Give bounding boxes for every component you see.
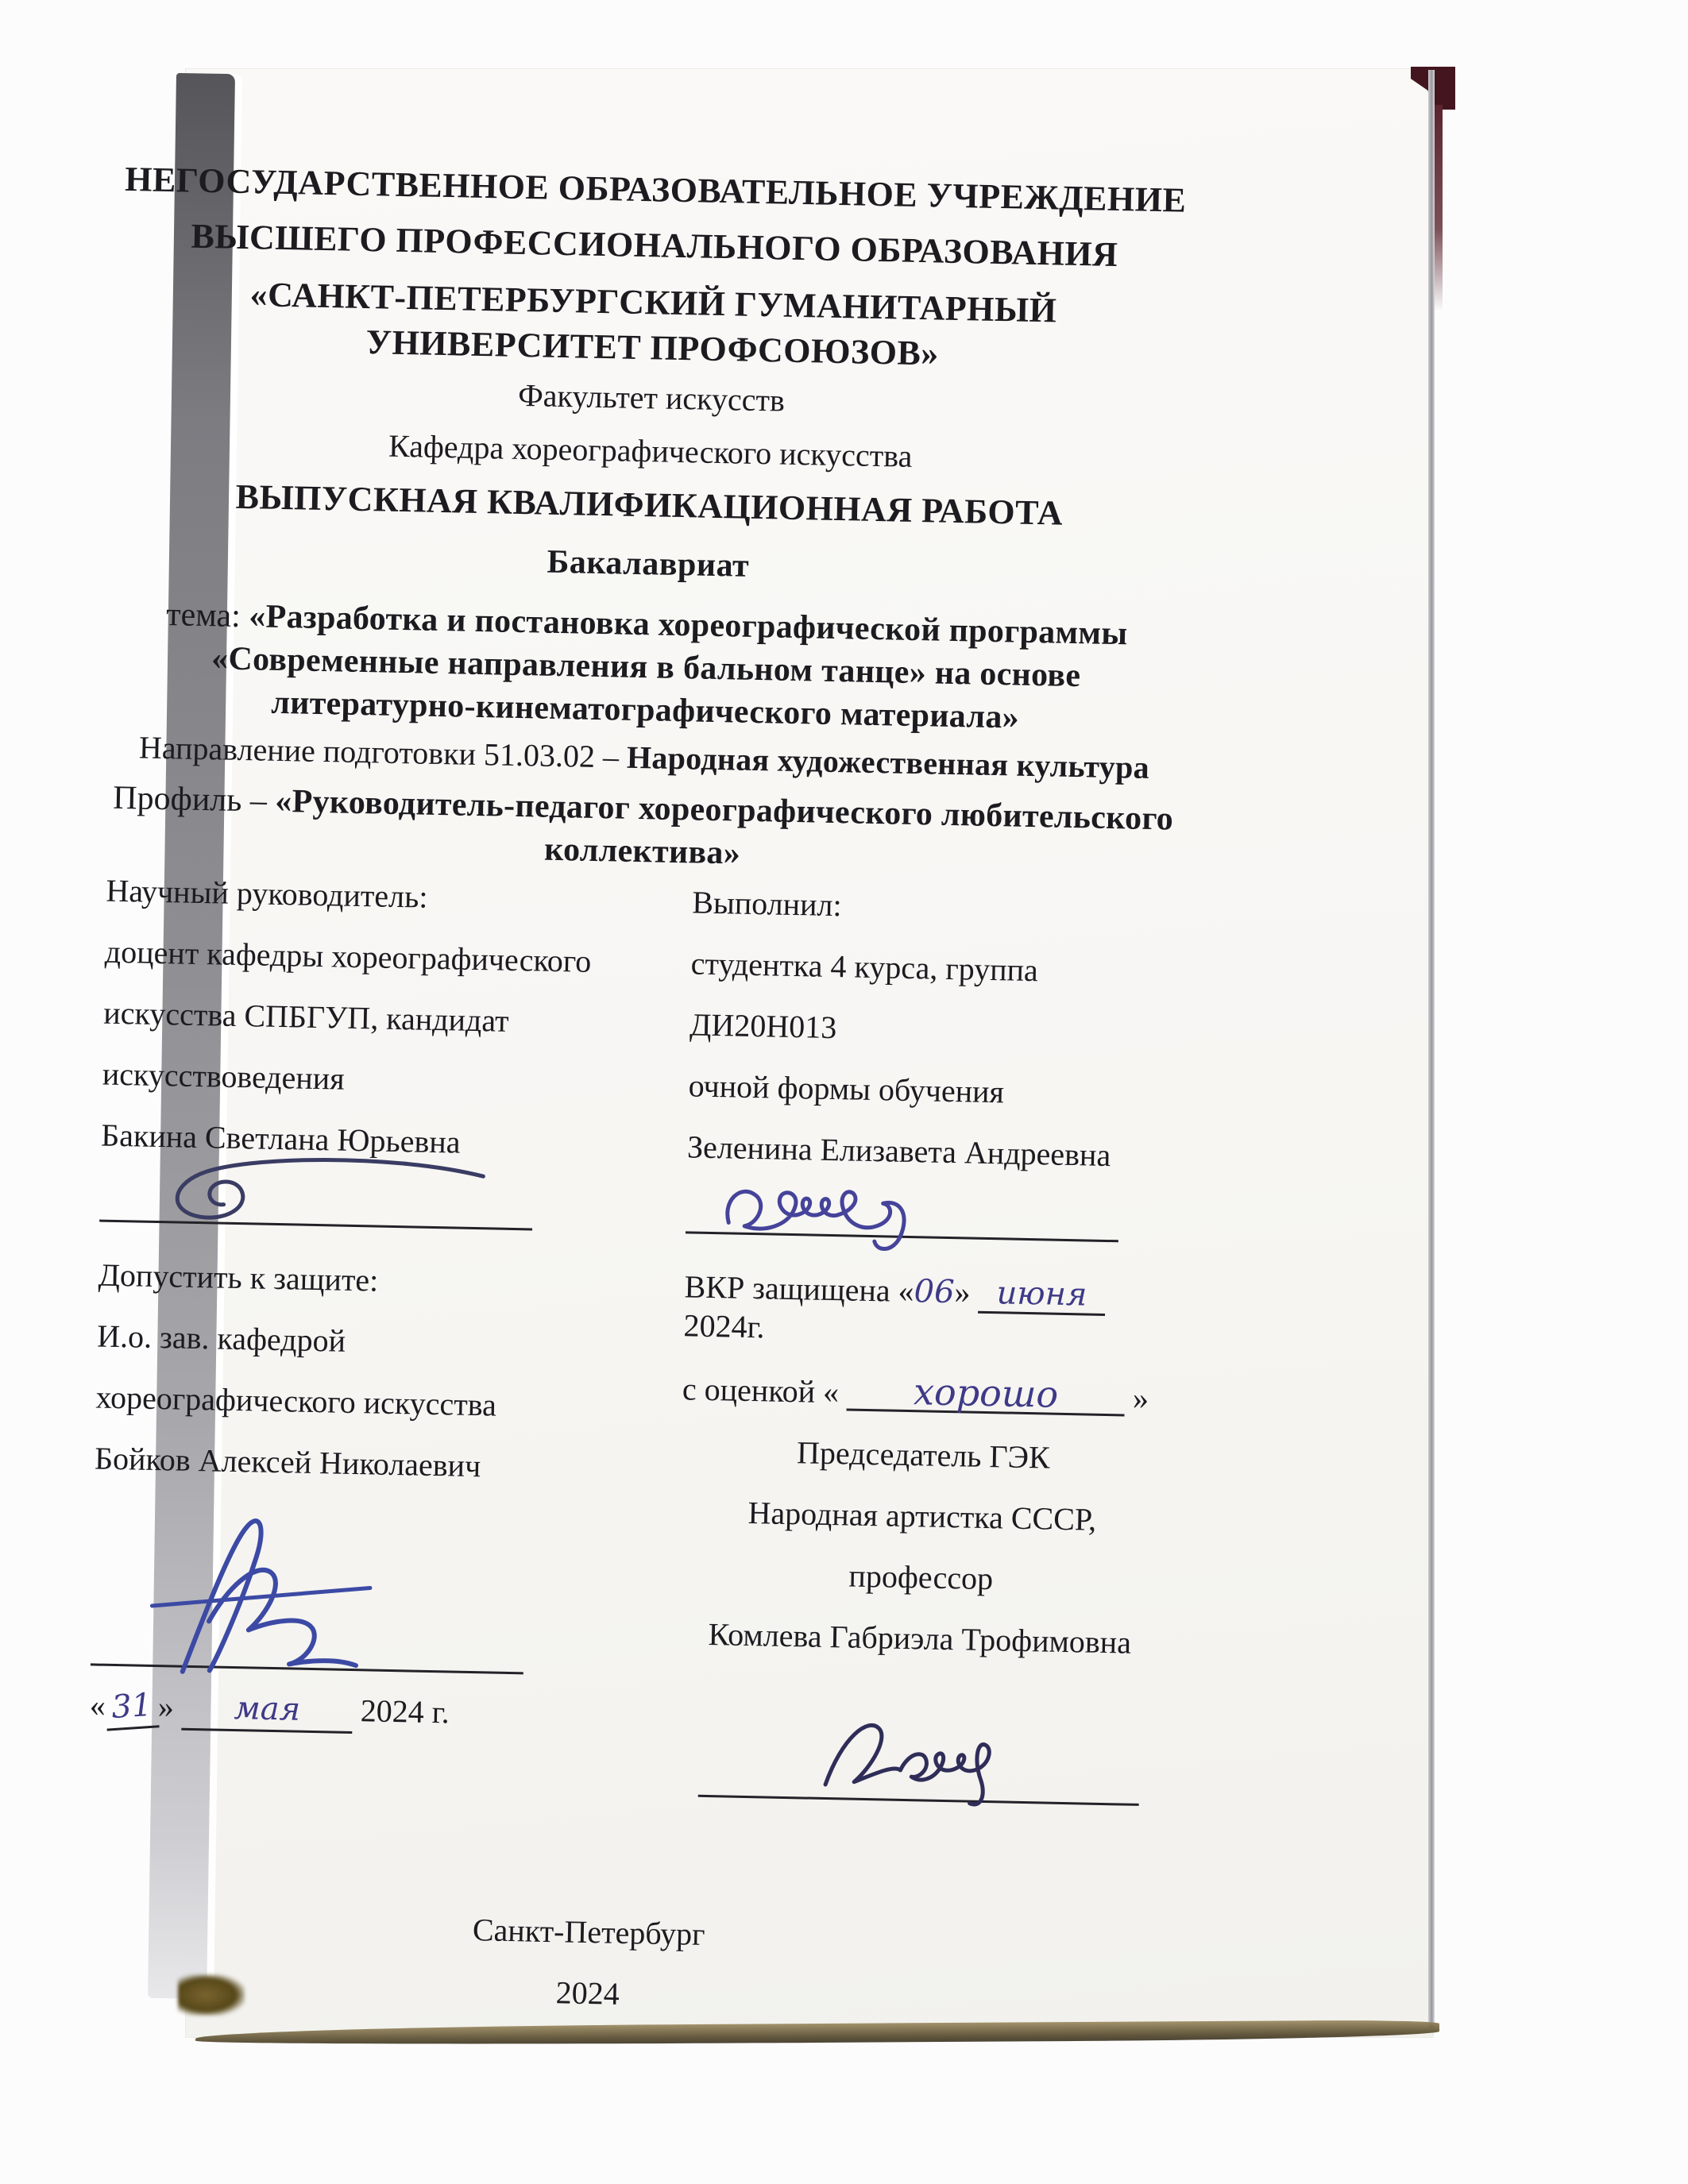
date-year: 2024 г. [352,1692,450,1731]
student-column [647,884,1177,1807]
supervisor-label: Научный руководитель: [106,872,428,915]
admission-line-1: Допустить к защите: [98,1256,379,1298]
student-line: очной формы обучения [688,1067,1005,1110]
profile-value: «Руководитель-педагог хореографического любительского коллектива» [274,782,1174,872]
supervisor-line: доцент кафедры хореографического [104,933,592,979]
chair-title: Председатель ГЭК [796,1434,1051,1476]
grade-prefix: с оценкой « [682,1371,848,1410]
defense-prefix: ВКР защищена « [684,1268,915,1310]
chair-name: Комлева Габриэла Трофимовна [708,1616,1132,1661]
grade-line [682,1368,1168,1417]
year-line: 2024 [555,1974,620,2012]
two-column-block [88,873,1177,1807]
head-of-department-name: Бойков Алексей Николаевич [94,1440,481,1484]
admission-line-3: хореографического искусства [95,1379,497,1423]
degree-level: Бакалавриат [547,543,750,585]
supervisor-name: Бакина Светлана Юрьевна [100,1117,462,1160]
city-line: Санкт-Петербург [472,1912,706,1953]
komleva-signature [794,1687,1050,1811]
date-quote-open: « [89,1687,106,1723]
grade-suffix: » [1124,1379,1149,1417]
defense-day-handwritten: 06 [914,1273,956,1311]
admission-line-2: И.о. зав. кафедрой [96,1318,346,1359]
profile-line [106,777,1179,884]
boykov-signature [106,1499,443,1692]
org-line-3: «САНКТ-ПЕТЕРБУРГСКИЙ ГУМАНИТАРНЫЙ УНИВЕРСИТЕТ ПРОФСОЮЗОВ» [249,275,1057,373]
chair-rank: профессор [848,1557,994,1597]
department-line: Кафедра хореографического искусства [388,427,913,474]
chair-honorific: Народная артистка СССР, [747,1494,1097,1538]
defense-suffix: 2024г. [683,1307,765,1345]
defense-date-line [683,1268,1169,1353]
theme-text: «Разработка и постановка хореографической программы «Современные направления в бальном танце» на основе литературно-кинематографического материала» [211,598,1128,736]
supervisor-column [88,873,599,1795]
theme-label: тема: [165,596,249,635]
admission-date-line [89,1684,582,1738]
org-line-1: НЕГОСУДАРСТВЕННОЕ ОБРАЗОВАТЕЛЬНОЕ УЧРЕЖДЕНИЕ [124,159,1187,220]
boykov-signature-line [91,1501,527,1674]
student-group: ДИ20Н013 [689,1006,837,1046]
defense-mid: » [954,1274,979,1310]
title-page-content [83,158,1191,2025]
theme-paragraph [110,592,1183,743]
direction-value: Народная художественная культура [626,739,1150,785]
student-label: Выполнил: [691,884,843,924]
student-name: Зеленина Елизавета Андреевна [686,1129,1111,1174]
supervisor-line: искусствоведения [102,1055,346,1097]
direction-label: Направление подготовки 51.03.02 – [138,729,628,775]
page-right-edge [1428,70,1435,2028]
date-day-handwritten: 31 [104,1684,160,1731]
student-signature-line [686,1190,1119,1242]
zelenina-signature [709,1160,949,1252]
date-month-handwritten: мая [181,1687,353,1734]
defense-month-handwritten: июня [978,1275,1106,1316]
org-line-2: ВЫСШЕГО ПРОФЕССИОНАЛЬНОГО ОБРАЗОВАНИЯ [191,216,1118,275]
student-line: студентка 4 курса, группа [690,945,1039,989]
work-type-title: ВЫПУСКНАЯ КВАЛИФИКАЦИОННАЯ РАБОТА [235,477,1064,533]
supervisor-line: искусства СПБГУП, кандидат [102,994,510,1039]
faculty-line: Факультет искусств [517,376,786,419]
supervisor-signature-line [99,1179,533,1231]
chair-signature-line [698,1677,1141,1806]
grade-handwritten: хорошо [847,1372,1126,1416]
date-quote-close: » [157,1688,183,1725]
profile-label: Профиль – [112,779,276,820]
bakina-signature [123,1140,506,1244]
